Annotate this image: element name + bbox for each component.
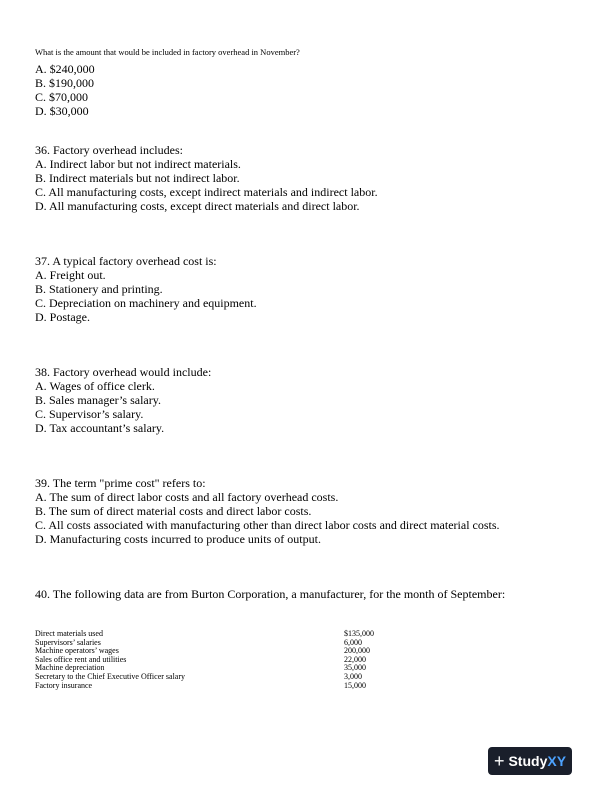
question-38 — [35, 365, 211, 435]
row-label: Supervisors’ salaries — [35, 637, 101, 647]
option: A. Freight out. — [35, 268, 106, 282]
option: C. All manufacturing costs, except indirect materials and indirect labor. — [35, 185, 378, 199]
question-40-text: 40. The following data are from Burton Corporation, a manufacturer, for the month of September: — [35, 587, 506, 601]
row-value: 3,000 — [344, 671, 362, 681]
row-value: $135,000 — [344, 629, 374, 638]
option: D. Tax accountant’s salary. — [35, 421, 165, 435]
option: B. Indirect materials but not indirect labor. — [35, 171, 240, 185]
option: A. $240,000 — [35, 62, 95, 76]
row-label: Machine depreciation — [35, 663, 105, 673]
question-36 — [35, 143, 378, 213]
option: C. Depreciation on machinery and equipment. — [35, 296, 257, 310]
option: C. All costs associated with manufacturing other than direct labor costs and direct material costs. — [35, 518, 500, 532]
option: C. $70,000 — [35, 90, 89, 104]
option: B. $190,000 — [35, 76, 95, 90]
row-label: Sales office rent and utilities — [35, 654, 127, 664]
option: D. All manufacturing costs, except direct materials and direct labor. — [35, 199, 360, 213]
option: A. The sum of direct labor costs and all factory overhead costs. — [35, 490, 339, 504]
row-label: Direct materials used — [35, 629, 103, 638]
row-label: Secretary to the Chief Executive Officer salary — [35, 671, 186, 681]
studyxy-logo — [488, 747, 572, 775]
option: B. Sales manager’s salary. — [35, 393, 161, 407]
option: D. $30,000 — [35, 104, 89, 118]
row-label: Factory insurance — [35, 680, 93, 690]
table-row — [35, 682, 374, 691]
row-value: 35,000 — [344, 663, 366, 673]
plus-icon: + — [493, 751, 505, 771]
intro-question: What is the amount that would be included in factory overhead in November? — [35, 47, 300, 57]
cost-data-table — [35, 630, 374, 690]
question-37 — [35, 254, 257, 324]
question-39 — [35, 476, 500, 546]
option: A. Wages of office clerk. — [35, 379, 155, 393]
row-value: 6,000 — [344, 637, 362, 647]
question-text: 37. A typical factory overhead cost is: — [35, 254, 217, 268]
option: D. Postage. — [35, 310, 90, 324]
question-text: 39. The term "prime cost" refers to: — [35, 476, 206, 490]
option: B. The sum of direct material costs and direct labor costs. — [35, 504, 312, 518]
option: A. Indirect labor but not indirect materials. — [35, 157, 241, 171]
logo-text: StudyXY — [508, 753, 567, 769]
row-value: 200,000 — [344, 646, 370, 656]
row-value: 22,000 — [344, 654, 366, 664]
row-value: 15,000 — [344, 680, 366, 690]
row-label: Machine operators’ wages — [35, 646, 119, 656]
option: C. Supervisor’s salary. — [35, 407, 144, 421]
question-text: 38. Factory overhead would include: — [35, 365, 212, 379]
option: D. Manufacturing costs incurred to produce units of output. — [35, 532, 321, 546]
question-text: 36. Factory overhead includes: — [35, 143, 183, 157]
option: B. Stationery and printing. — [35, 282, 163, 296]
intro-options — [35, 62, 95, 118]
